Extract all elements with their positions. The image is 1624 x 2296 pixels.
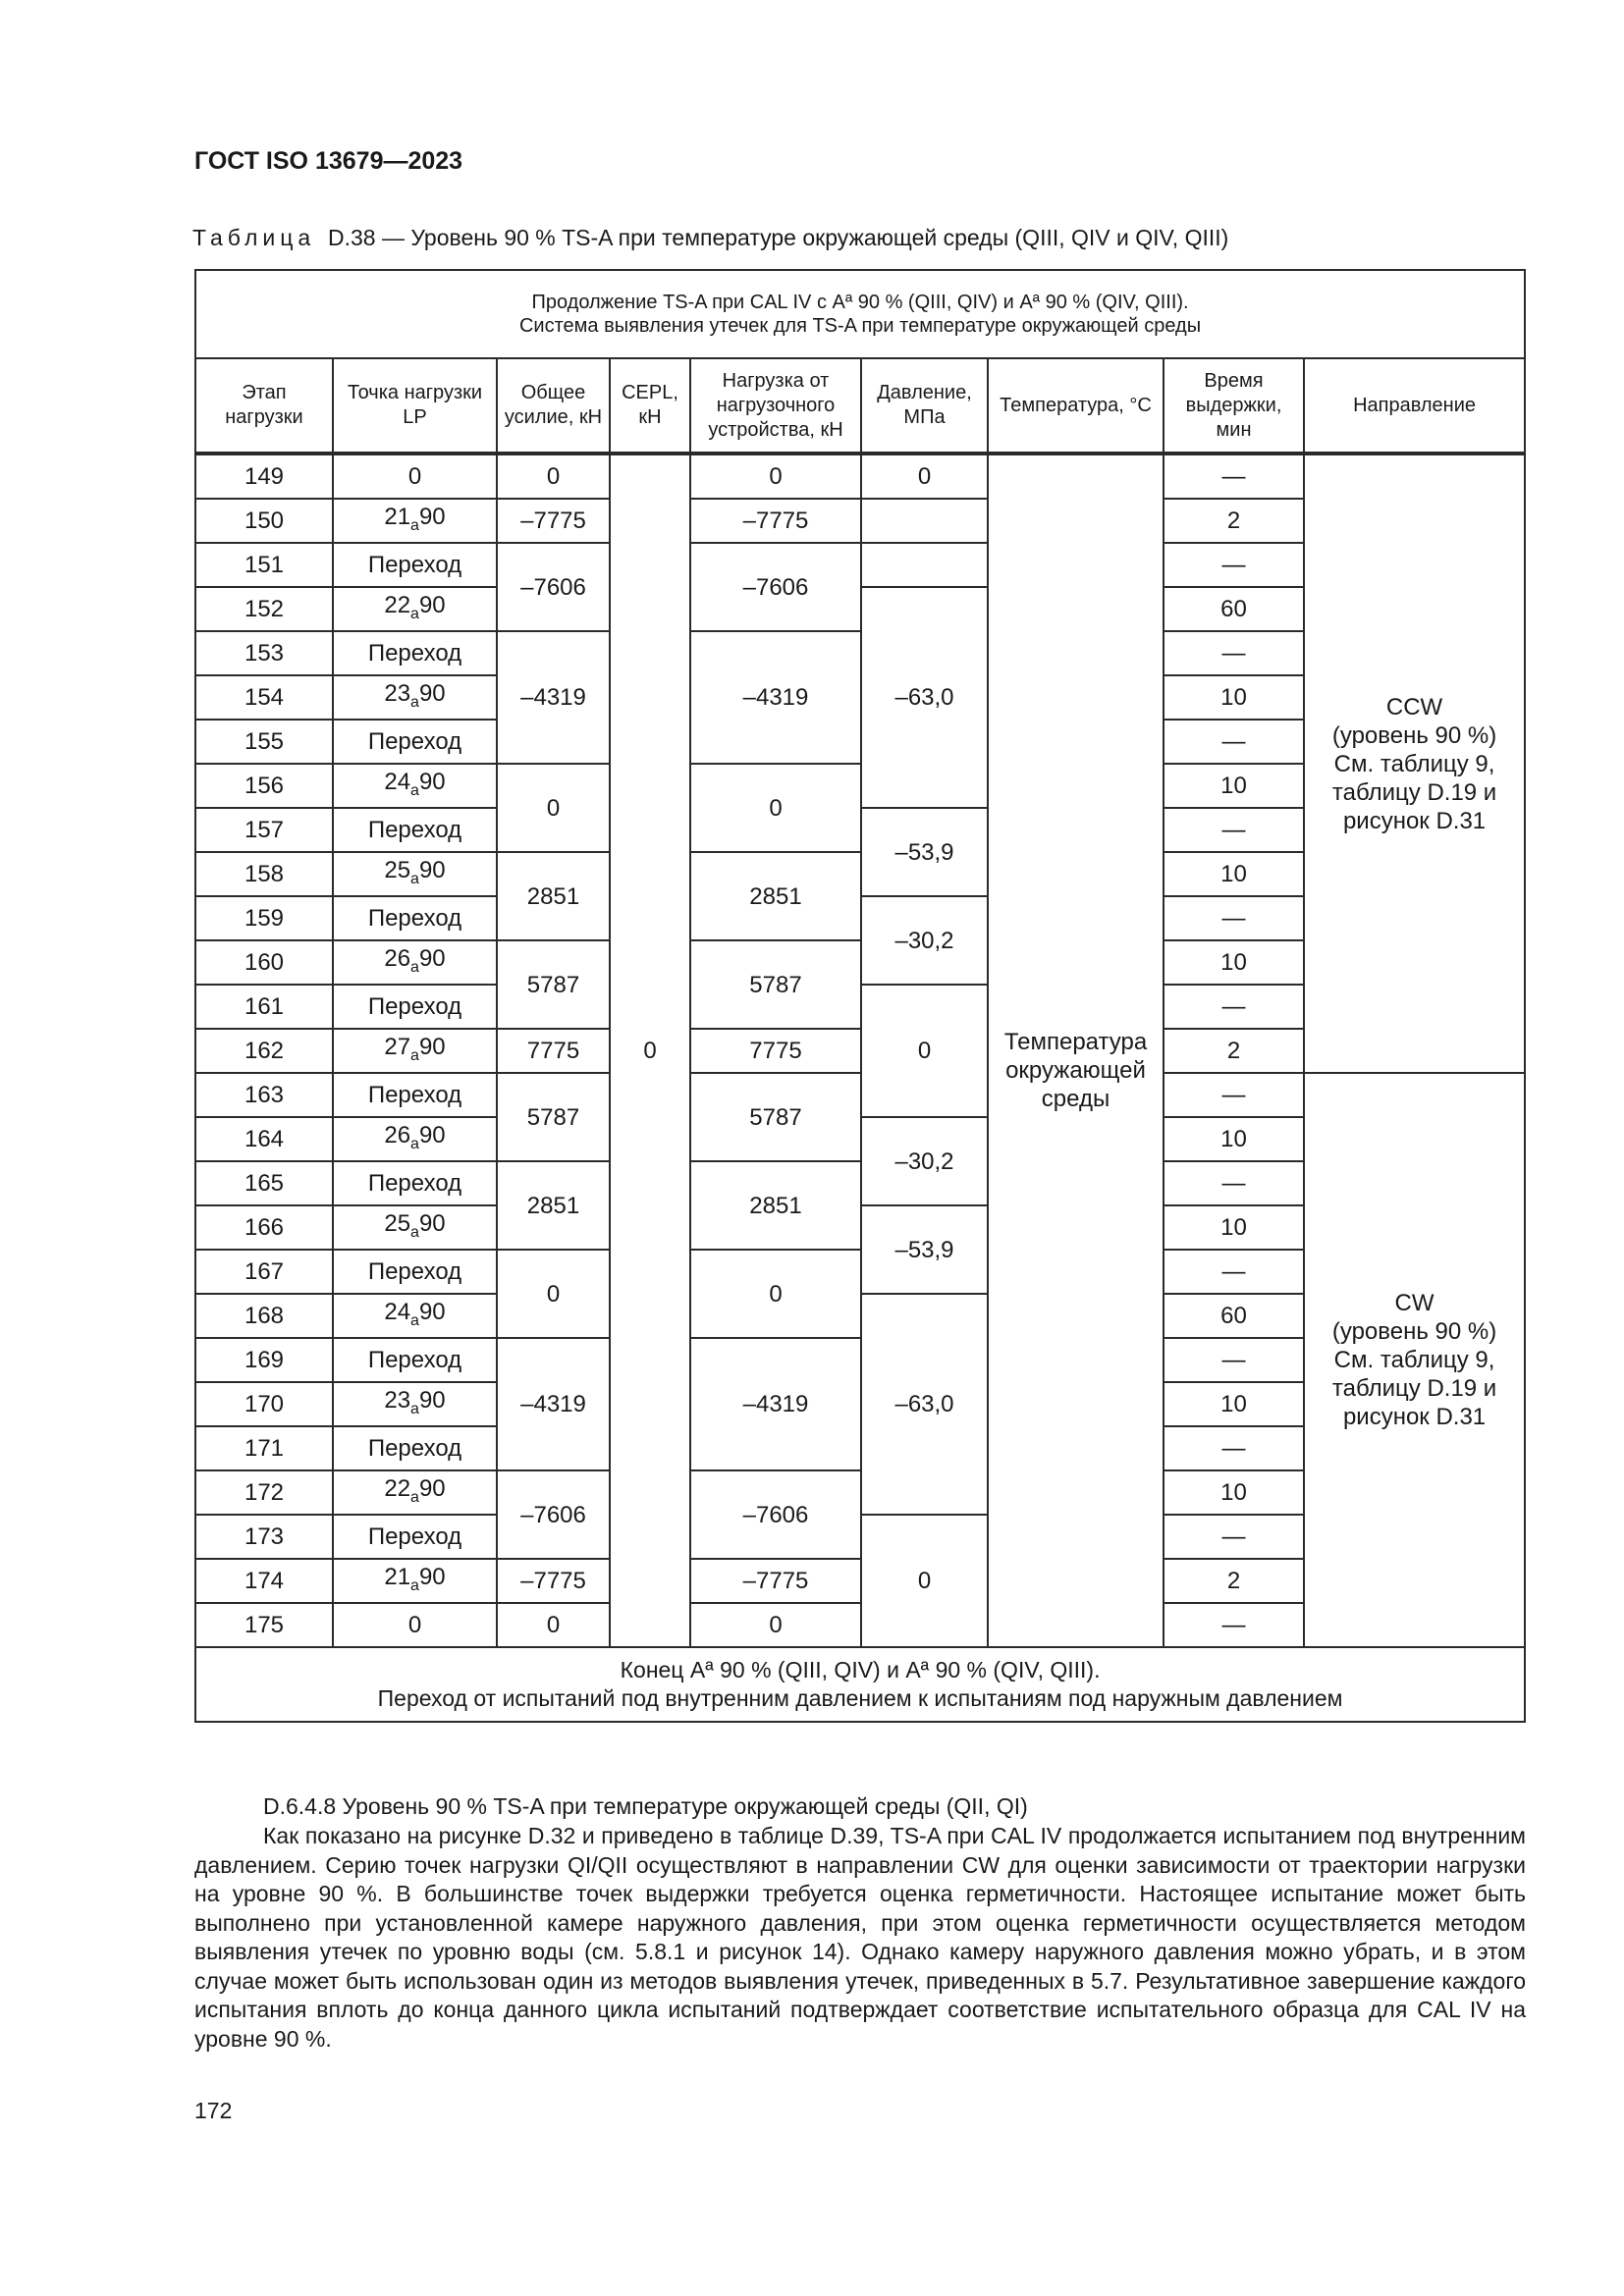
load-point-level: 90 <box>418 1298 446 1325</box>
cell-stage: 157 <box>195 808 333 852</box>
cell-device-load: 0 <box>690 1603 861 1647</box>
load-point-subscript: a <box>410 958 419 976</box>
cell-stage: 174 <box>195 1559 333 1603</box>
table-footer-line1: Конец Aª 90 % (QIII, QIV) и Aª 90 % (QIV, QIII). <box>620 1657 1101 1682</box>
cell-pressure: 0 <box>861 454 988 499</box>
load-point-number: 22 <box>384 1474 411 1502</box>
table-row <box>195 1073 1525 1117</box>
col-header-device-load: Нагрузка от нагрузочного устройства, кН <box>690 358 861 454</box>
load-point-level: 90 <box>418 1033 446 1060</box>
cell-stage: 155 <box>195 720 333 764</box>
cell-hold-time: 10 <box>1164 1205 1304 1250</box>
col-header-hold-time: Время выдержки, мин <box>1164 358 1304 454</box>
load-point-number: 24 <box>384 768 411 795</box>
cell-pressure: –63,0 <box>861 1294 988 1515</box>
cell-load-point <box>333 1470 497 1515</box>
cell-device-load: 5787 <box>690 1073 861 1161</box>
cell-load-point <box>333 587 497 631</box>
cell-stage: 171 <box>195 1426 333 1470</box>
load-point-level: 90 <box>418 1121 446 1148</box>
table-footer <box>195 1647 1525 1722</box>
table-footer-line2: Переход от испытаний под внутренним давлением к испытаниям под наружным давлением <box>377 1685 1343 1711</box>
cell-stage: 152 <box>195 587 333 631</box>
cell-pressure: –30,2 <box>861 1117 988 1205</box>
cell-stage: 166 <box>195 1205 333 1250</box>
cell-direction-cw-line: См. таблицу 9, <box>1333 1347 1495 1373</box>
load-point-number: 27 <box>384 1033 411 1060</box>
cell-load-point: Переход <box>333 720 497 764</box>
cell-device-load: 0 <box>690 1250 861 1338</box>
table-caption <box>192 225 1228 251</box>
cell-hold-time: — <box>1164 1603 1304 1647</box>
cell-total-force: –7775 <box>497 1559 610 1603</box>
cell-device-load: 2851 <box>690 1161 861 1250</box>
cell-device-load: –4319 <box>690 1338 861 1470</box>
cell-pressure: 0 <box>861 985 988 1117</box>
cell-total-force: 2851 <box>497 1161 610 1250</box>
cell-total-force: 0 <box>497 764 610 852</box>
load-point-subscript: a <box>410 605 419 622</box>
cell-device-load: –7606 <box>690 1470 861 1559</box>
load-point-number: 23 <box>384 1386 411 1414</box>
cell-hold-time: — <box>1164 1161 1304 1205</box>
cell-stage: 169 <box>195 1338 333 1382</box>
cell-load-point <box>333 675 497 720</box>
table-row <box>195 454 1525 499</box>
load-point-level: 90 <box>418 1474 446 1502</box>
cell-direction-ccw-line: См. таблицу 9, <box>1333 750 1495 777</box>
cell-hold-time: — <box>1164 720 1304 764</box>
load-point-subscript: a <box>410 1311 419 1329</box>
col-header-point: Точка нагрузки LP <box>333 358 497 454</box>
cell-stage: 160 <box>195 940 333 985</box>
cell-load-point <box>333 1117 497 1161</box>
cell-hold-time: — <box>1164 543 1304 587</box>
cell-stage: 156 <box>195 764 333 808</box>
cell-pressure: –30,2 <box>861 896 988 985</box>
cell-load-point <box>333 940 497 985</box>
table-title-line2: Система выявления утечек для TS-A при температуре окружающей среды <box>518 315 1202 337</box>
section-body: Как показано на рисунке D.32 и приведено в таблице D.39, TS-A при CAL IV продолжается испытанием под внутренним давлением. Серию точек нагрузки QI/QII осуществляют в направлении CW для оценки зависимости от траектории нагрузки на уровне 90 %. В большинстве точек выдержки требуется оценка герметичности. Настоящее испытание может быть выполнено при установленной камере наружного давления, при этом оценка герметичности осуществляется методом выявления утечек по уровню воды (см. 5.8.1 и рисунок 14). Однако камеру наружного давления можно убрать, и в этом случае может быть использован один из методов выявления утечек, приведенных в 5.7. Результативное завершение каждого испытания вплоть до конца данного цикла испытаний подтверждает соответствие испытательного образца для CAL IV на уровне 90 %. <box>194 1823 1526 2052</box>
cell-stage: 149 <box>195 454 333 499</box>
cell-device-load: –7775 <box>690 1559 861 1603</box>
load-point-level: 90 <box>418 503 446 530</box>
cell-hold-time: 10 <box>1164 1382 1304 1426</box>
cell-hold-time: — <box>1164 808 1304 852</box>
cell-total-force: –7606 <box>497 543 610 631</box>
col-header-direction: Направление <box>1304 358 1525 454</box>
cell-hold-time: 2 <box>1164 1029 1304 1073</box>
cell-device-load: 5787 <box>690 940 861 1029</box>
cell-cepl: 0 <box>610 454 690 1647</box>
load-point-number: 21 <box>384 1563 411 1590</box>
col-header-pressure: Давление, МПа <box>861 358 988 454</box>
cell-load-point <box>333 764 497 808</box>
cell-total-force: –7775 <box>497 499 610 543</box>
cell-direction-cw-line: (уровень 90 %) <box>1331 1318 1497 1345</box>
cell-load-point <box>333 1382 497 1426</box>
cell-stage: 158 <box>195 852 333 896</box>
load-point-subscript: a <box>410 870 419 887</box>
cell-stage: 164 <box>195 1117 333 1161</box>
cell-hold-time: 10 <box>1164 764 1304 808</box>
cell-load-point: Переход <box>333 808 497 852</box>
cell-pressure: –53,9 <box>861 808 988 896</box>
cell-stage: 154 <box>195 675 333 720</box>
cell-hold-time: — <box>1164 454 1304 499</box>
load-point-number: 24 <box>384 1298 411 1325</box>
cell-pressure <box>861 499 988 543</box>
load-point-level: 90 <box>418 591 446 618</box>
load-point-subscript: a <box>410 516 419 534</box>
page-number: 172 <box>194 2098 233 2123</box>
cell-total-force: 2851 <box>497 852 610 940</box>
load-point-level: 90 <box>418 1563 446 1590</box>
load-point-level: 90 <box>418 856 446 883</box>
load-point-subscript: a <box>410 1046 419 1064</box>
cell-stage: 165 <box>195 1161 333 1205</box>
cell-load-point: Переход <box>333 1073 497 1117</box>
cell-load-point: Переход <box>333 1338 497 1382</box>
col-header-cepl: CEPL, кН <box>610 358 690 454</box>
cell-device-load: –7775 <box>690 499 861 543</box>
cell-load-point <box>333 1294 497 1338</box>
load-point-subscript: a <box>410 693 419 711</box>
cell-total-force: –4319 <box>497 1338 610 1470</box>
cell-load-point: 0 <box>333 454 497 499</box>
cell-pressure <box>861 543 988 587</box>
cell-load-point <box>333 1029 497 1073</box>
load-point-level: 90 <box>418 944 446 972</box>
load-point-number: 21 <box>384 503 411 530</box>
cell-load-point: Переход <box>333 896 497 940</box>
load-point-number: 22 <box>384 591 411 618</box>
cell-hold-time: — <box>1164 1250 1304 1294</box>
cell-stage: 167 <box>195 1250 333 1294</box>
cell-hold-time: 10 <box>1164 940 1304 985</box>
load-point-subscript: a <box>410 781 419 799</box>
cell-pressure: –63,0 <box>861 587 988 808</box>
cell-total-force: 0 <box>497 454 610 499</box>
cell-hold-time: 2 <box>1164 1559 1304 1603</box>
cell-load-point: Переход <box>333 1250 497 1294</box>
cell-load-point: Переход <box>333 1515 497 1559</box>
load-point-subscript: a <box>410 1135 419 1152</box>
cell-stage: 150 <box>195 499 333 543</box>
cell-load-point: Переход <box>333 1161 497 1205</box>
cell-total-force: 0 <box>497 1603 610 1647</box>
cell-hold-time: — <box>1164 896 1304 940</box>
cell-load-point: 0 <box>333 1603 497 1647</box>
load-point-subscript: a <box>410 1223 419 1241</box>
load-point-level: 90 <box>418 768 446 795</box>
cell-hold-time: — <box>1164 1073 1304 1117</box>
caption-text: D.38 — Уровень 90 % TS-A при температуре окружающей среды (QIII, QIV и QIV, QIII) <box>327 225 1229 250</box>
cell-total-force: –4319 <box>497 631 610 764</box>
load-point-subscript: a <box>410 1400 419 1417</box>
load-point-subscript: a <box>410 1488 419 1506</box>
cell-total-force: 5787 <box>497 1073 610 1161</box>
cell-hold-time: 60 <box>1164 1294 1304 1338</box>
load-point-level: 90 <box>418 679 446 707</box>
cell-pressure: 0 <box>861 1515 988 1647</box>
cell-hold-time: — <box>1164 1426 1304 1470</box>
cell-device-load: 7775 <box>690 1029 861 1073</box>
section-heading: D.6.4.8 Уровень 90 % TS-A при температуре окружающей среды (QII, QI) <box>263 1793 1028 1819</box>
cell-load-point <box>333 1559 497 1603</box>
caption-prefix: Таблица <box>192 225 316 250</box>
cell-direction-cw-line: таблицу D.19 и <box>1331 1375 1497 1402</box>
cell-stage: 159 <box>195 896 333 940</box>
cell-stage: 153 <box>195 631 333 675</box>
cell-load-point <box>333 499 497 543</box>
data-table <box>194 269 1526 1723</box>
cell-hold-time: 10 <box>1164 1470 1304 1515</box>
cell-device-load: 0 <box>690 764 861 852</box>
cell-load-point: Переход <box>333 1426 497 1470</box>
cell-total-force: –7606 <box>497 1470 610 1559</box>
cell-load-point: Переход <box>333 543 497 587</box>
col-header-stage: Этап нагрузки <box>195 358 333 454</box>
cell-stage: 172 <box>195 1470 333 1515</box>
cell-pressure: –53,9 <box>861 1205 988 1294</box>
cell-hold-time: 10 <box>1164 852 1304 896</box>
cell-total-force: 5787 <box>497 940 610 1029</box>
table-title-line1: Продолжение TS-A при CAL IV с Aª 90 % (QIII, QIV) и Aª 90 % (QIV, QIII). <box>531 292 1189 313</box>
cell-device-load: –7606 <box>690 543 861 631</box>
cell-device-load: 0 <box>690 454 861 499</box>
cell-hold-time: — <box>1164 631 1304 675</box>
cell-total-force: 0 <box>497 1250 610 1338</box>
cell-hold-time: — <box>1164 985 1304 1029</box>
cell-hold-time: — <box>1164 1515 1304 1559</box>
cell-temperature: Температура окружающей среды <box>988 454 1164 1647</box>
cell-direction-ccw-line: рисунок D.31 <box>1342 807 1487 834</box>
table-title <box>195 270 1525 358</box>
cell-direction-ccw <box>1304 454 1525 1073</box>
cell-hold-time: 10 <box>1164 1117 1304 1161</box>
cell-stage: 162 <box>195 1029 333 1073</box>
document-header: ГОСТ ISO 13679—2023 <box>194 147 463 175</box>
cell-stage: 175 <box>195 1603 333 1647</box>
cell-hold-time: 2 <box>1164 499 1304 543</box>
cell-direction-cw <box>1304 1073 1525 1647</box>
cell-direction-ccw-line: CCW <box>1385 693 1443 721</box>
cell-direction-ccw-line: таблицу D.19 и <box>1331 778 1497 806</box>
load-point-number: 26 <box>384 1121 411 1148</box>
cell-stage: 161 <box>195 985 333 1029</box>
load-point-number: 26 <box>384 944 411 972</box>
load-point-number: 25 <box>384 1209 411 1237</box>
cell-device-load: –4319 <box>690 631 861 764</box>
cell-device-load: 2851 <box>690 852 861 940</box>
cell-load-point <box>333 1205 497 1250</box>
cell-stage: 170 <box>195 1382 333 1426</box>
cell-hold-time: 60 <box>1164 587 1304 631</box>
col-header-temperature: Температура, °С <box>988 358 1164 454</box>
load-point-number: 25 <box>384 856 411 883</box>
cell-stage: 173 <box>195 1515 333 1559</box>
load-point-level: 90 <box>418 1209 446 1237</box>
cell-hold-time: 10 <box>1164 675 1304 720</box>
cell-hold-time: — <box>1164 1338 1304 1382</box>
col-header-total-force: Общее усилие, кН <box>497 358 610 454</box>
load-point-number: 23 <box>384 679 411 707</box>
cell-stage: 163 <box>195 1073 333 1117</box>
cell-load-point <box>333 852 497 896</box>
load-point-level: 90 <box>418 1386 446 1414</box>
load-point-subscript: a <box>410 1576 419 1594</box>
cell-stage: 151 <box>195 543 333 587</box>
cell-direction-ccw-line: (уровень 90 %) <box>1331 721 1497 749</box>
cell-direction-cw-line: CW <box>1394 1290 1435 1316</box>
cell-direction-cw-line: рисунок D.31 <box>1342 1404 1487 1430</box>
cell-total-force: 7775 <box>497 1029 610 1073</box>
cell-load-point: Переход <box>333 631 497 675</box>
cell-stage: 168 <box>195 1294 333 1338</box>
cell-load-point: Переход <box>333 985 497 1029</box>
table-footer-row <box>195 1647 1525 1722</box>
